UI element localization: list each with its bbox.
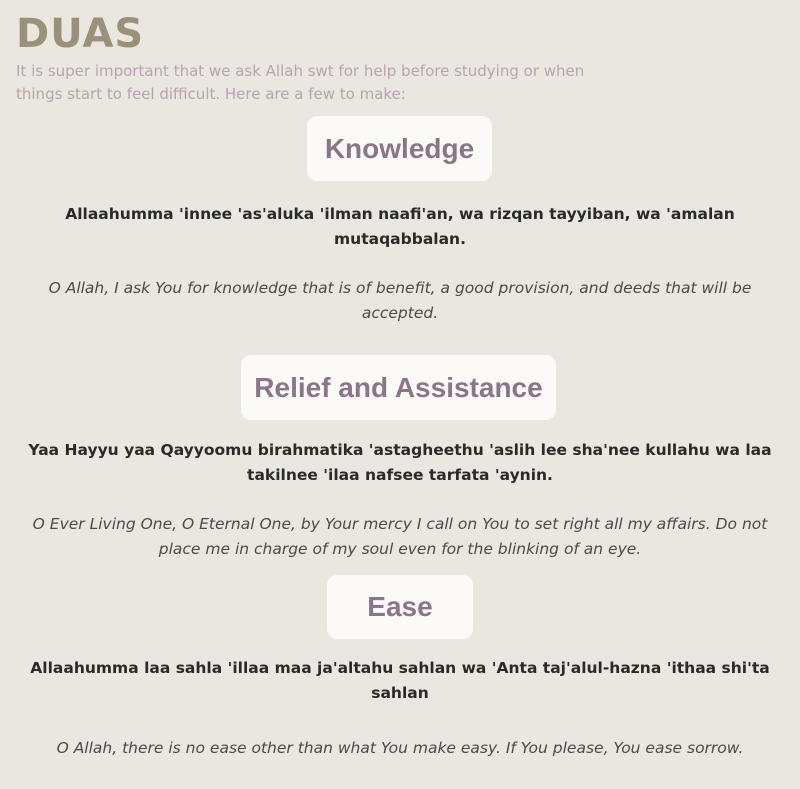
intro-text: It is super important that we ask Allah swt for help before studying or when things start to feel difficult. Here are a few to make: [16,62,585,103]
translation-text-knowledge: O Allah, I ask You for knowledge that is of benefit, a good provision, and deeds that will be accepted. [48,279,752,322]
page-title: DUAS [16,11,145,57]
section-heading-ease: Ease [327,575,473,639]
dua-text-ease: Allaahumma laa sahla 'illaa maa ja'altahu sahlan wa 'Anta taj'alul-hazna 'ithaa shi'ta sahlan [30,659,770,702]
dua-text-knowledge: Allaahumma 'innee 'as'aluka 'ilman naafi'an, wa rizqan tayyiban, wa 'amalan mutaqabbalan. [65,205,735,248]
section-heading-relief: Relief and Assistance [241,355,556,420]
translation-text-ease: O Allah, there is no ease other than what You make easy. If You please, You ease sorrow. [56,739,744,757]
translation-text-relief: O Ever Living One, O Eternal One, by Your mercy I call on You to set right all my affairs. Do not place me in charge of my soul even for the blinking of an eye. [32,515,768,558]
section-heading-knowledge: Knowledge [307,116,492,181]
dua-text-relief: Yaa Hayyu yaa Qayyoomu birahmatika 'astagheethu 'aslih lee sha'nee kullahu wa laa takilnee 'ilaa nafsee tarfata 'aynin. [28,441,772,484]
